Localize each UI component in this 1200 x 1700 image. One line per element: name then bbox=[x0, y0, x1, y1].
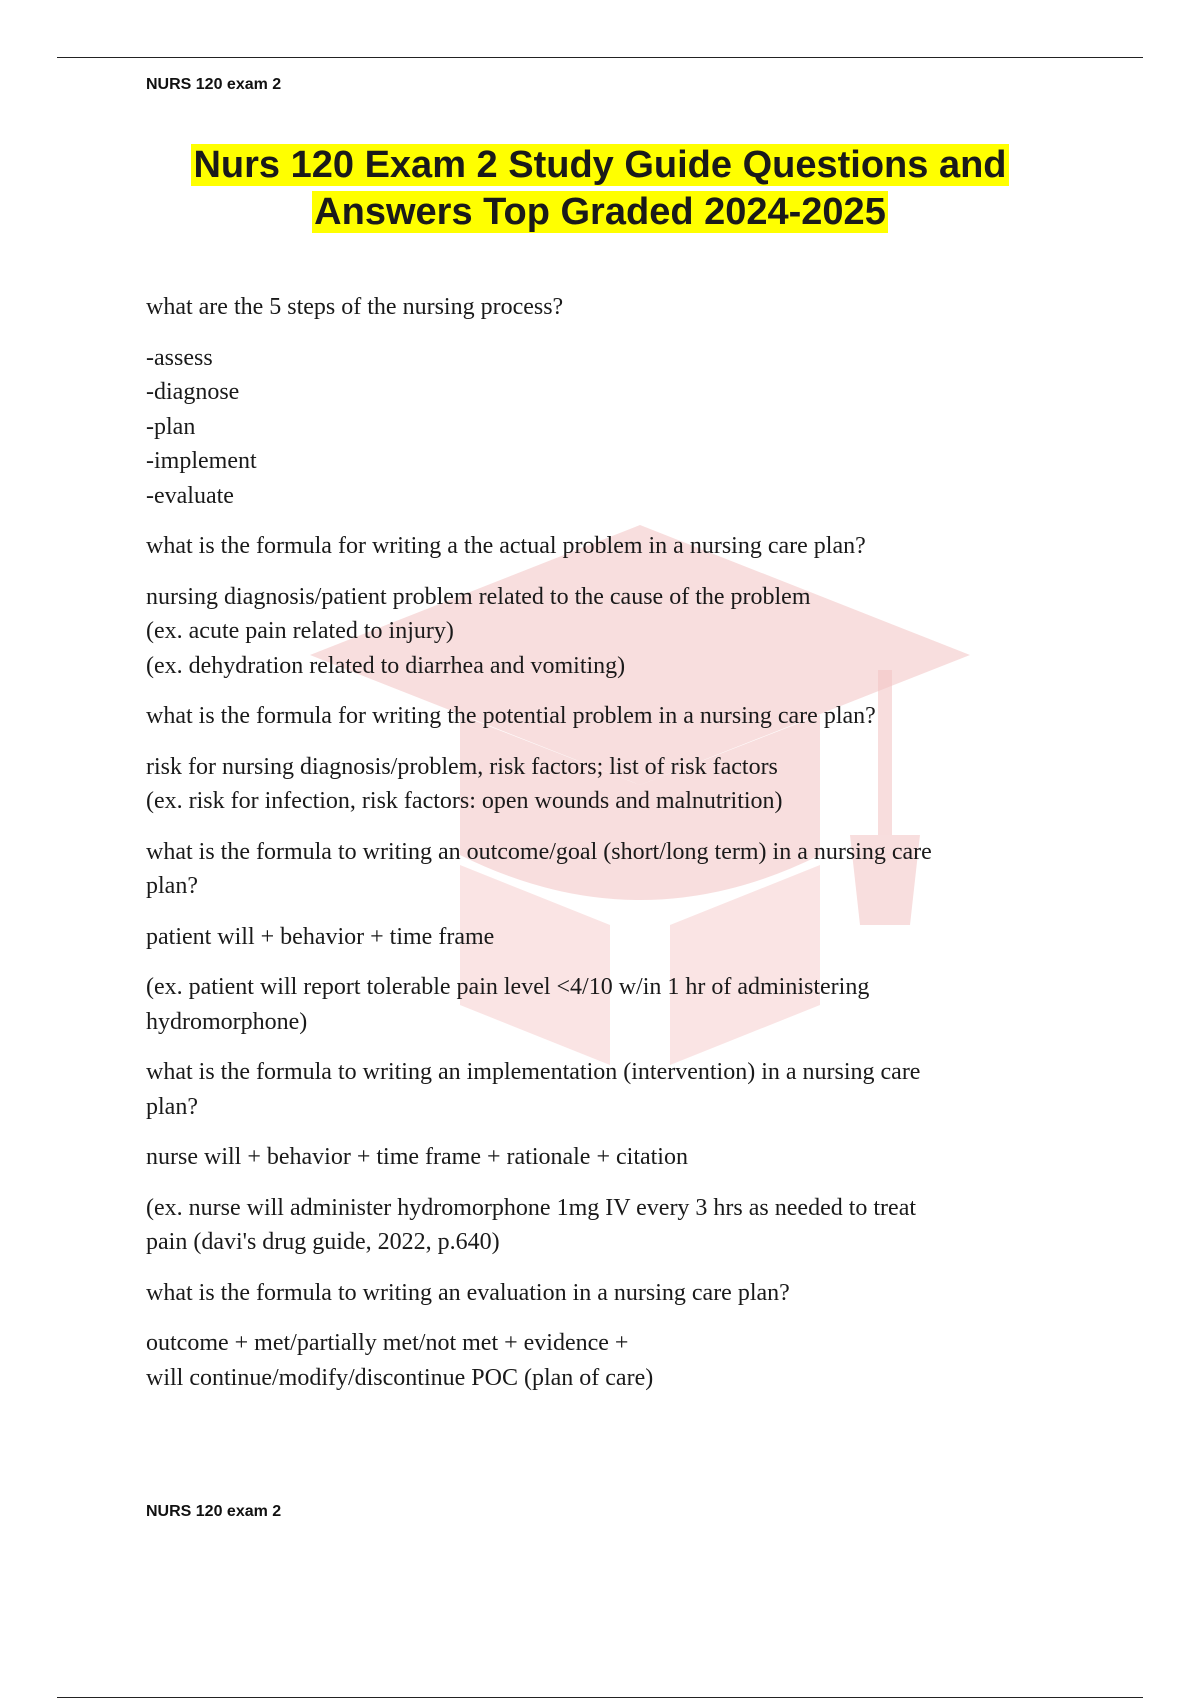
example bbox=[146, 1191, 1086, 1260]
answer: patient will + behavior + time frame bbox=[146, 923, 495, 950]
answer-line: -diagnose bbox=[146, 379, 240, 405]
example-line: pain (davi's drug guide, 2022, p.640) bbox=[146, 1229, 500, 1255]
question-line: what is the formula to writing an outcome/goal (short/long term) in a nursing care bbox=[146, 838, 932, 865]
answer-line: nursing diagnosis/patient problem related to the cause of the problem bbox=[146, 583, 811, 610]
question: what is the formula for writing a the actual problem in a nursing care plan? bbox=[146, 533, 866, 559]
answer-line: (ex. dehydration related to diarrhea and vomiting) bbox=[146, 652, 626, 679]
answer bbox=[146, 750, 1086, 819]
top-rule bbox=[57, 57, 1143, 58]
example-line: hydromorphone) bbox=[146, 1008, 308, 1035]
title-line-2: Answers Top Graded 2024-2025 bbox=[314, 191, 886, 233]
question: what is the formula for writing the potential problem in a nursing care plan? bbox=[146, 703, 876, 729]
running-header-footer: NURS 120 exam 2 bbox=[146, 1503, 282, 1520]
answer-line: (ex. acute pain related to injury) bbox=[146, 618, 454, 644]
answer bbox=[146, 580, 1086, 684]
example bbox=[146, 970, 1086, 1039]
question bbox=[146, 835, 1086, 904]
answer-line: (ex. risk for infection, risk factors: open wounds and malnutrition) bbox=[146, 788, 783, 814]
answer-line: will continue/modify/discontinue POC (plan of care) bbox=[146, 1364, 654, 1391]
example-line: (ex. nurse will administer hydromorphone 1mg IV every 3 hrs as needed to treat bbox=[146, 1194, 917, 1221]
question-line: plan? bbox=[146, 1093, 198, 1120]
document-title bbox=[100, 142, 1100, 236]
question: what are the 5 steps of the nursing process? bbox=[146, 294, 564, 320]
answer: nurse will + behavior + time frame + rationale + citation bbox=[146, 1144, 688, 1170]
answer-line: -plan bbox=[146, 413, 196, 440]
title-line-1: Nurs 120 Exam 2 Study Guide Questions and bbox=[193, 144, 1007, 186]
question-line: what is the formula to writing an implementation (intervention) in a nursing care bbox=[146, 1059, 921, 1085]
answer bbox=[146, 1326, 1086, 1395]
question-line: plan? bbox=[146, 873, 198, 899]
question bbox=[146, 1055, 1086, 1124]
answer bbox=[146, 341, 1086, 514]
answer-line: risk for nursing diagnosis/problem, risk factors; list of risk factors bbox=[146, 753, 778, 780]
answer-line: -implement bbox=[146, 448, 257, 474]
answer-line: outcome + met/partially met/not met + evidence + bbox=[146, 1330, 629, 1356]
answer-line: -assess bbox=[146, 344, 213, 371]
answer-line: -evaluate bbox=[146, 482, 234, 509]
qa-content bbox=[146, 290, 1086, 1411]
example-line: (ex. patient will report tolerable pain level <4/10 w/in 1 hr of administering bbox=[146, 974, 870, 1000]
running-header: NURS 120 exam 2 bbox=[146, 76, 282, 93]
bottom-rule bbox=[57, 1697, 1143, 1698]
question: what is the formula to writing an evaluation in a nursing care plan? bbox=[146, 1279, 790, 1306]
